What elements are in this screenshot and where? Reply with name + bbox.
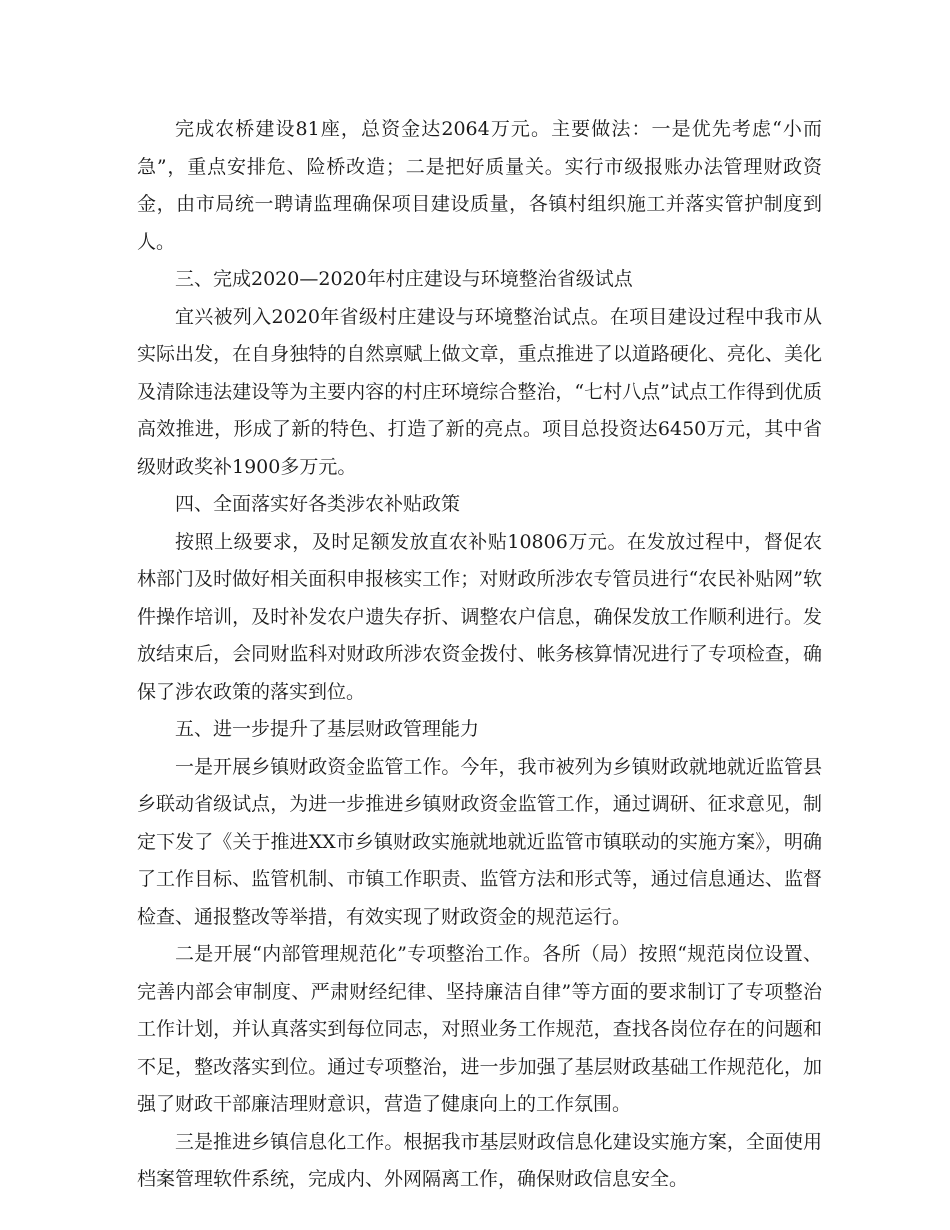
document-body <box>137 111 822 1199</box>
section-heading-5: 五、进一步提升了基层财政管理能力 <box>175 718 480 740</box>
paragraph-internal-management: 二是开展“内部管理规范化”专项整治工作。各所（局）按照“规范岗位设置、完善内部会审制度、严肃财经纪律、坚持廉洁自律”等方面的要求制订了专项整治工作计划，并认真落实到每位同志，对照业务工作规范，查找各岗位存在的问题和不足，整改落实到位。通过专项整治，进一步加强了基层财政基础工作规范化，加强了财政干部廉洁理财意识，营造了健康向上的工作氛围。 <box>137 943 822 1115</box>
paragraph-fund-supervision: 一是开展乡镇财政资金监管工作。今年，我市被列为乡镇财政就地就近监管县乡联动省级试点，为进一步推进乡镇财政资金监管工作，通过调研、征求意见，制定下发了《关于推进XX市乡镇财政实施就地就近监管市镇联动的实施方案》，明确了工作目标、监管机制、市镇工作职责、监管方法和形式等，通过信息通达、监督检查、通报整改等举措，有效实现了财政资金的规范运行。 <box>137 755 822 928</box>
paragraph-farm-bridges: 完成农桥建设81座，总资金达2064万元。主要做法：一是优先考虑“小而急”，重点安排危、险桥改造；二是把好质量关。实行市级报账办法管理财政资金，由市局统一聘请监理确保项目建设质量，各镇村组织施工并落实管护制度到人。 <box>137 118 822 253</box>
paragraph-informatization: 三是推进乡镇信息化工作。根据我市基层财政信息化建设实施方案，全面使用档案管理软件系统，完成内、外网隔离工作，确保财政信息安全。 <box>137 1130 822 1190</box>
section-heading-4: 四、全面落实好各类涉农补贴政策 <box>175 493 461 515</box>
section-heading-3: 三、完成2020—2020年村庄建设与环境整治省级试点 <box>175 268 633 290</box>
paragraph-village-pilot: 宜兴被列入2020年省级村庄建设与环境整治试点。在项目建设过程中我市从实际出发，在自身独特的自然禀赋上做文章，重点推进了以道路硬化、亮化、美化及清除违法建设等为主要内容的村庄环境综合整治，“七村八点”试点工作得到优质高效推进，形成了新的特色、打造了新的亮点。项目总投资达6450万元，其中省级财政奖补1900多万元。 <box>137 305 822 478</box>
paragraph-subsidy-policy: 按照上级要求，及时足额发放直农补贴10806万元。在发放过程中，督促农林部门及时做好相关面积申报核实工作；对财政所涉农专管员进行“农民补贴网”软件操作培训，及时补发农户遗失存折、调整农户信息，确保发放工作顺利进行。发放结束后，会同财监科对财政所涉农资金拨付、帐务核算情况进行了专项检查，确保了涉农政策的落实到位。 <box>137 530 822 703</box>
